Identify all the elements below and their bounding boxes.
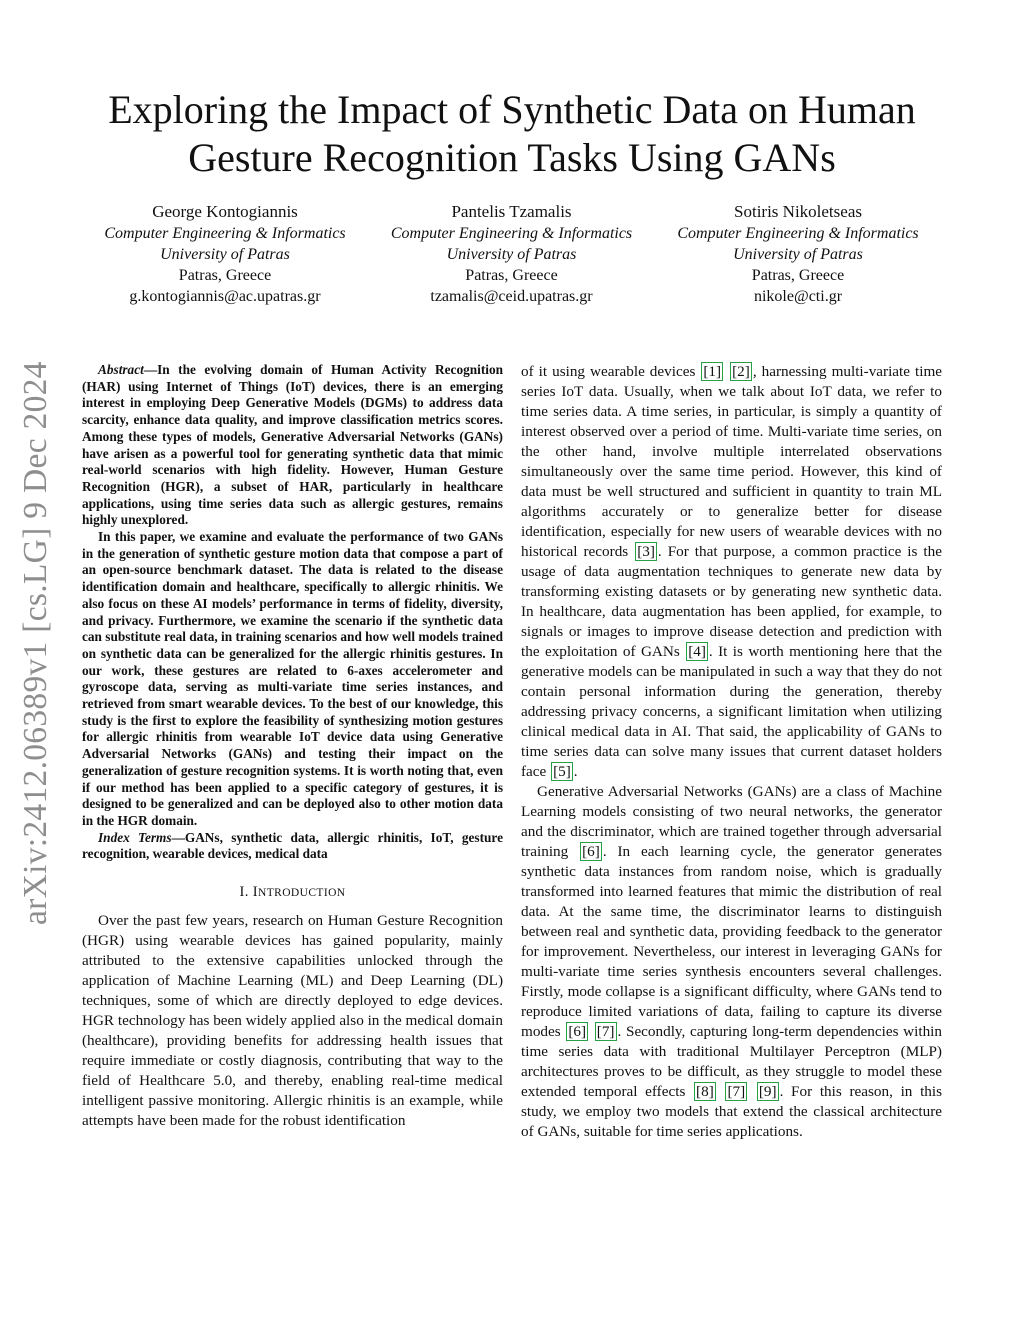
text-run: . bbox=[573, 763, 578, 780]
author-email: g.kontogiannis@ac.upatras.gr bbox=[129, 288, 321, 305]
index-terms-label: Index Terms bbox=[98, 829, 172, 845]
citation-link[interactable]: [9] bbox=[758, 1083, 777, 1100]
author-location: Patras, Greece bbox=[751, 267, 845, 284]
author-block bbox=[84, 201, 939, 307]
citation-link[interactable]: [4] bbox=[688, 643, 706, 660]
author-2 bbox=[371, 201, 653, 307]
text-run bbox=[748, 1083, 756, 1100]
right-column bbox=[521, 362, 942, 1142]
section-heading-introduction bbox=[82, 882, 503, 903]
citation-link[interactable]: [2] bbox=[732, 363, 750, 380]
author-name: Sotiris Nikoletseas bbox=[734, 202, 862, 221]
author-email: tzamalis@ceid.upatras.gr bbox=[430, 288, 593, 305]
author-name: George Kontogiannis bbox=[152, 202, 298, 221]
citation-link[interactable]: [5] bbox=[553, 763, 571, 780]
citation-link[interactable]: [6] bbox=[568, 1023, 587, 1040]
section-title-rest: NTRODUCTION bbox=[258, 887, 346, 900]
abstract-paragraph-2: In this paper, we examine and evaluate the performance of two GANs in the generation of synthetic gesture motion data that compose a part of an open-source benchmark dataset. The data is related to the disease identification domain and healthcare, specifically to allergic rhinitis. We also focus on these AI models’ performance in terms of fidelity, diversity, and privacy. Furthermore, we examine the scenario if the synthetic data can substitute real data, in training scenarios and how well models trained on synthetic data can be generalized for the allergic rhinitis gestures. In our work, these gestures are related to 6-axes accelerometer and gyroscope data, serving as multi-variate time series instances, and retrieved from smart wearable devices. To the best of our knowledge, this study is the first to explore the feasibility of synthesizing motion gestures for allergic rhinitis from wearable IoT device data using Generative Adversarial Networks (GANs) and testing their impact on the generalization of gesture recognition systems. It is worth noting that, even if our method has been applied to a specific category of gestures, it is designed to be generalized and can be deployed also to other motion data in the HGR domain. bbox=[82, 529, 503, 828]
text-run bbox=[724, 363, 729, 380]
author-department: Computer Engineering & Informatics bbox=[677, 225, 919, 242]
text-run bbox=[589, 1023, 594, 1040]
right-paragraph-2 bbox=[521, 782, 942, 1142]
text-run: Generative Adversarial Networks (GANs) are a class of Machine Learning models consisting of two neural networks, the generator and the discriminator, which are trained together through adversarial training bbox=[521, 783, 942, 860]
text-run: . For this reason, in this study, we employ two models that extend the classical architecture of GANs, suitable for time series applications. bbox=[521, 1083, 943, 1140]
introduction-body bbox=[82, 911, 503, 1131]
author-3 bbox=[657, 201, 939, 307]
introduction-paragraph-1: Over the past few years, research on Human Gesture Recognition (HGR) using wearable devices has gained popularity, mainly attributed to the extensive capabilities unlocked through the application of Machine Learning (ML) and Deep Learning (DL) techniques, some of which are directly deployed to edge devices. HGR technology has been widely applied also in the medical domain (healthcare), providing benefits for addressing health issues that require immediate or costly diagnosis, contributing that way to the field of Healthcare 5.0, and thereby, enabling real-time medical intelligent passive monitoring. Allergic rhinitis is an example, while attempts have been made for the robust identification bbox=[82, 912, 503, 1130]
citation-link[interactable]: [6] bbox=[582, 843, 600, 860]
citation-link[interactable]: [7] bbox=[596, 1023, 615, 1040]
right-paragraph-1 bbox=[521, 362, 942, 782]
citation-link[interactable]: [3] bbox=[637, 543, 655, 560]
author-email: nikole@cti.gr bbox=[753, 288, 843, 305]
section-numeral: I. bbox=[239, 884, 249, 901]
paper-title: Exploring the Impact of Synthetic Data on Human Gesture Recognition Tasks Using GANs bbox=[108, 87, 916, 180]
author-name: Pantelis Tzamalis bbox=[451, 202, 572, 221]
author-1 bbox=[84, 201, 366, 307]
arxiv-identifier: arXiv:2412.06389v1 [cs.LG] 9 Dec 2024 bbox=[17, 361, 54, 925]
author-university: University of Patras bbox=[733, 246, 863, 263]
text-run: , harnessing multi-variate time series IoT data. Usually, when we talk about IoT data, we refer to time series data. A time series, in particular, is simply a quantity of interest observed over a period of time. Multi-variate time series, on the other hand, involve multiple interrelated observations simultaneously over the same time period. However, this kind of data must be well structured and sufficient in quantity to train ML algorithms accurately or to generalize better for disease identification, especially for new users of wearable devices with no historical records bbox=[521, 363, 942, 560]
index-terms-text: GANs, synthetic data, allergic rhinitis, IoT, gesture recognition, wearable devices, medical data bbox=[82, 829, 503, 862]
em-dash: — bbox=[143, 362, 158, 377]
text-run: . In each learning cycle, the generator generates synthetic data instances from random noise, which is gradually transformed into learned features that mimic the distribution of real data. At the same time, the discriminator learns to distinguish between real and synthetic data, providing feedback to the generator for improvement. Nevertheless, our interest in leveraging GANs for multi-variate time series synthesis encounters several challenges. Firstly, mode collapse is a significant difficulty, where GANs tend to reproduce limited variations of data, failing to capture its diverse modes bbox=[521, 843, 942, 1040]
text-run bbox=[717, 1083, 725, 1100]
author-location: Patras, Greece bbox=[178, 267, 272, 284]
text-run: . It is worth mentioning here that the generative models can be manipulated in such a way that they do not contain personal information during the generation, thereby addressing privacy concerns, a significant limitation when utilizing clinical medical data in AI. That said, the applicability of GANs to time series data can solve many issues that current dataset holders face bbox=[521, 643, 942, 780]
em-dash: — bbox=[171, 829, 185, 845]
text-run: . Secondly, capturing long-term dependencies within time series data with traditional Multilayer Perceptron (MLP) architectures proves to be difficult, as they struggle to model these extended temporal effects bbox=[521, 1023, 942, 1100]
text-run: of it using wearable devices bbox=[521, 363, 701, 380]
author-location: Patras, Greece bbox=[465, 267, 558, 284]
citation-link[interactable]: [8] bbox=[696, 1083, 714, 1100]
author-department: Computer Engineering & Informatics bbox=[390, 225, 633, 242]
author-university: University of Patras bbox=[446, 246, 577, 263]
abstract-text: In the evolving domain of Human Activity Recognition (HAR) using Internet of Things (IoT) devices, there is an emerging interest in employing Deep Generative Models (DGMs) to address data scarcity, enhance data quality, and improve classification metrics scores. Among these types of models, Generative Adversarial Networks (GANs) have arisen as a powerful tool for generating synthetic data that mimic real-world scenarios with high fidelity. However, Human Gesture Recognition (HGR), a subset of HAR, particularly in healthcare applications, using time series data such as allergic gestures, remains highly unexplored. bbox=[82, 362, 503, 528]
index-terms bbox=[82, 830, 503, 863]
citation-link[interactable]: [7] bbox=[727, 1083, 746, 1100]
section-title-initial: I bbox=[252, 884, 259, 901]
abstract-paragraph-1 bbox=[82, 362, 503, 529]
author-department: Computer Engineering & Informatics bbox=[104, 225, 346, 242]
left-column bbox=[82, 362, 503, 1131]
citation-link[interactable]: [1] bbox=[703, 363, 722, 380]
abstract-label: Abstract bbox=[98, 362, 144, 377]
author-university: University of Patras bbox=[160, 246, 290, 263]
text-run: . For that purpose, a common practice is the usage of data augmentation techniques to generate new data by transforming existing datasets or by generating new synthetic data. In healthcare, data augmentation has been applied, for example, to signals or images to improve disease detection and prediction with the exploitation of GANs bbox=[521, 543, 942, 660]
abstract bbox=[82, 362, 503, 863]
